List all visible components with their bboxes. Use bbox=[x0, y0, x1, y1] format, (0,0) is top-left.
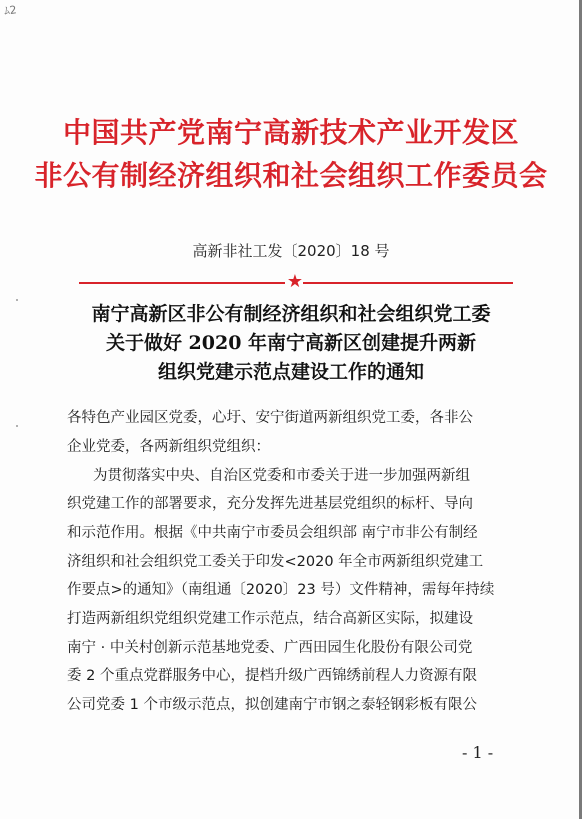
body-line: 委 2 个重点党群服务中心，提档升级广西锦绣前程人力资源有限 bbox=[67, 668, 477, 684]
scan-speck bbox=[16, 425, 18, 427]
notice-title-line-1: 南宁高新区非公有制经济组织和社会组织党工委 bbox=[91, 303, 491, 325]
notice-title-line-3: 组织党建示范点建设工作的通知 bbox=[157, 361, 424, 383]
body-line: 各特色产业园区党委，心圩、安宁街道两新组织党工委，各非公 bbox=[67, 410, 473, 426]
body-line: 济组织和社会组织党工委关于印发<2020 年全市两新组织党建工 bbox=[67, 554, 484, 570]
issuer-header-line-2: 非公有制经济组织和社会组织工作委员会 bbox=[34, 159, 548, 192]
issuer-header-line-1: 中国共产党南宁高新技术产业开发区 bbox=[62, 116, 519, 149]
body-line: 织党建工作的部署要求，充分发挥先进基层党组织的标杆、导向 bbox=[67, 496, 473, 512]
body-line: 打造两新组织党组织党建工作示范点，结合高新区实际，拟建设 bbox=[67, 611, 473, 627]
handwritten-corner-note: ﾑ2 bbox=[3, 3, 18, 18]
body-line: 公司党委 1 个市级示范点，拟创建南宁市钢之泰轻钢彩板有限公 bbox=[67, 697, 477, 713]
red-separator-left bbox=[79, 282, 285, 284]
body-line: 作要点>的通知》（南组通〔2020〕23 号）文件精神，需每年持续 bbox=[67, 582, 495, 598]
red-separator-right bbox=[303, 282, 513, 284]
body-line: 和示范作用。根据《中共南宁市委员会组织部 南宁市非公有制经 bbox=[67, 525, 478, 541]
page-number: - 1 - bbox=[462, 743, 494, 762]
star-icon: ★ bbox=[286, 271, 304, 292]
body-line: 南宁 · 中关村创新示范基地党委、广西田园生化股份有限公司党 bbox=[67, 640, 473, 656]
body-line: 企业党委，各两新组织党组织： bbox=[67, 439, 270, 455]
notice-title-line-2: 关于做好 2020 年南宁高新区创建提升两新 bbox=[105, 332, 477, 354]
body-line: 为贯彻落实中央、自治区党委和市委关于进一步加强两新组 bbox=[93, 468, 470, 484]
document-number: 高新非社工发〔2020〕18 号 bbox=[192, 242, 390, 260]
